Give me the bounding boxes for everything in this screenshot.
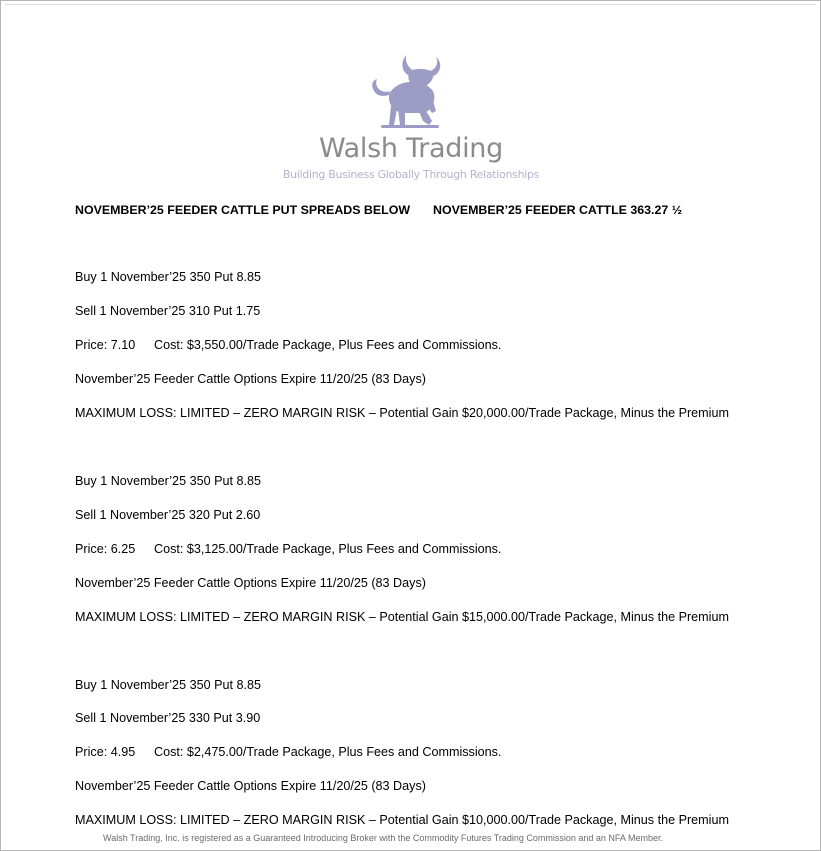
spread-2-price-cost bbox=[75, 541, 501, 557]
spread-3-expiry: November’25 Feeder Cattle Options Expire 11/20/25 (83 Days) bbox=[75, 779, 426, 793]
company-tagline: Building Business Globally Through Relationships bbox=[282, 168, 540, 181]
spread-2-risk: MAXIMUM LOSS: LIMITED – ZERO MARGIN RISK – Potential Gain $15,000.00/Trade Package, Minus the Premium bbox=[75, 610, 729, 624]
futures-price-heading: NOVEMBER’25 FEEDER CATTLE 363.27 ½ bbox=[433, 203, 683, 217]
spread-1-expiry: November’25 Feeder Cattle Options Expire 11/20/25 (83 Days) bbox=[75, 372, 426, 386]
company-name: Walsh Trading bbox=[319, 133, 503, 164]
spread-3-buy-leg: Buy 1 November’25 350 Put 8.85 bbox=[75, 678, 261, 692]
spread-1-risk: MAXIMUM LOSS: LIMITED – ZERO MARGIN RISK – Potential Gain $20,000.00/Trade Package, Minus the Premium bbox=[75, 406, 729, 420]
spread-3-cost: Cost: $2,475.00/Trade Package, Plus Fees and Commissions. bbox=[154, 745, 502, 759]
spread-1-price-cost bbox=[75, 337, 501, 353]
spread-2-cost: Cost: $3,125.00/Trade Package, Plus Fees and Commissions. bbox=[154, 542, 502, 556]
spread-2-sell-leg: Sell 1 November’25 320 Put 2.60 bbox=[75, 508, 261, 522]
spread-1-price: Price: 7.10 bbox=[75, 338, 136, 352]
spread-2-price: Price: 6.25 bbox=[75, 542, 136, 556]
spread-3-sell-leg: Sell 1 November’25 330 Put 3.90 bbox=[75, 711, 261, 725]
spread-2-expiry: November’25 Feeder Cattle Options Expire 11/20/25 (83 Days) bbox=[75, 576, 426, 590]
page-top-rule bbox=[5, 4, 816, 5]
spread-3-risk: MAXIMUM LOSS: LIMITED – ZERO MARGIN RISK – Potential Gain $10,000.00/Trade Package, Minus the Premium bbox=[75, 813, 729, 827]
spread-3-price-cost bbox=[75, 744, 501, 760]
spread-1-sell-leg: Sell 1 November’25 310 Put 1.75 bbox=[75, 304, 261, 318]
spread-1-buy-leg: Buy 1 November’25 350 Put 8.85 bbox=[75, 270, 261, 284]
spread-1-cost: Cost: $3,550.00/Trade Package, Plus Fees and Commissions. bbox=[154, 338, 502, 352]
spread-3-price: Price: 4.95 bbox=[75, 745, 136, 759]
spread-2-buy-leg: Buy 1 November’25 350 Put 8.85 bbox=[75, 474, 261, 488]
company-logo bbox=[271, 49, 551, 187]
spreads-heading: NOVEMBER’25 FEEDER CATTLE PUT SPREADS BELOW bbox=[75, 203, 411, 217]
bull-icon bbox=[364, 51, 460, 129]
regulatory-footer: Walsh Trading, Inc. is registered as a Guaranteed Introducing Broker with the Commodity Futures Trading Commission and an NFA Member. bbox=[103, 833, 663, 843]
heading-row bbox=[75, 203, 775, 221]
